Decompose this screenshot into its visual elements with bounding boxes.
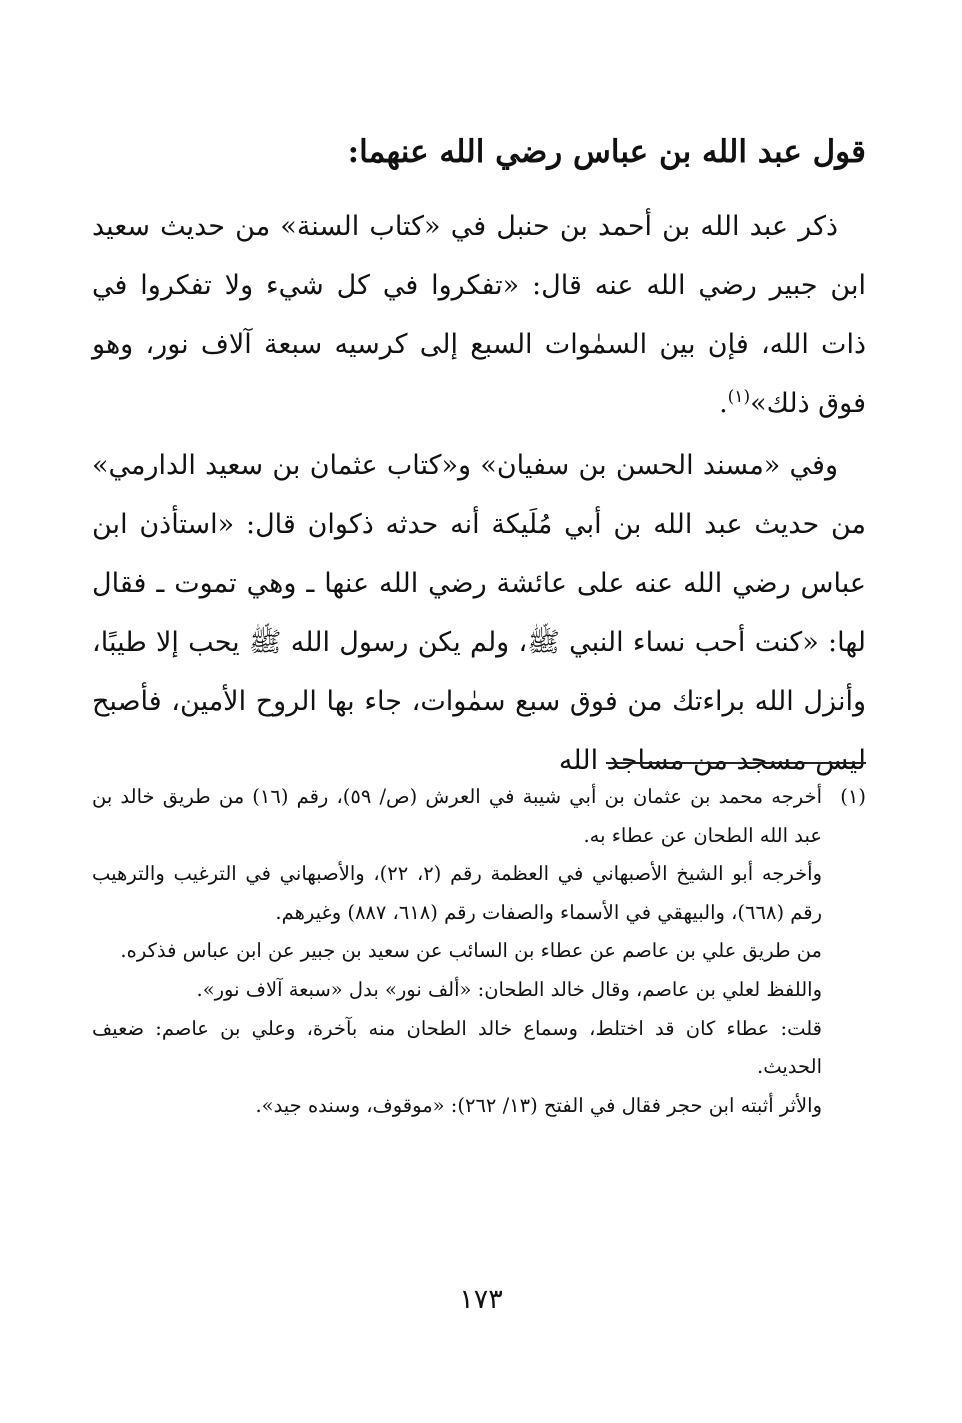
body-paragraph-2 — [92, 436, 866, 790]
footnote-line: والأثر أثبته ابن حجر فقال في الفتح (١٣/ ٢٦٢): «موقوف، وسنده جيد». — [255, 1093, 822, 1117]
footnote-separator — [606, 762, 866, 764]
footnote-reference[interactable]: (١) — [727, 387, 751, 407]
footnote-text: أخرجه محمد بن عثمان بن أبي شيبة في العرش (ص/ ٥٩)، رقم (١٦) من طريق خالد بن عبد الله الطحان عن عطاء به. — [92, 785, 823, 847]
footnote-line: من طريق علي بن عاصم عن عطاء بن السائب عن سعيد بن جبير عن ابن عباس فذكره. — [120, 939, 822, 963]
body-paragraph-1 — [92, 197, 866, 433]
paragraph-1-tail: . — [719, 388, 728, 419]
footnotes-section — [92, 778, 866, 1125]
paragraph-2-text: وفي «مسند الحسن بن سفيان» و«كتاب عثمان بن سعيد الدارمي» من حديث عبد الله بن أبي مُلَيكة أنه حدثه ذكوان قال: «استأذن ابن عباس رضي الله عنه على عائشة رضي الله عنها ـ وهي تموت ـ فقال لها: «كنت أحب نساء النبي ﷺ، ولم يكن رسول الله ﷺ يحب إلا طيبًا، وأنزل الله براءتك من فوق سبع سمٰوات، جاء بها الروح الأمين، فأصبح ليس مسجد من مساجد الله — [92, 450, 866, 776]
footnote-line: واللفظ لعلي بن عاصم، وقال خالد الطحان: «ألف نور» بدل «سبعة آلاف نور». — [196, 977, 822, 1001]
page-number: ١٧٣ — [459, 1284, 503, 1315]
footnote-entry — [92, 778, 866, 855]
footnote-line: وأخرجه أبو الشيخ الأصبهاني في العظمة رقم (٢، ٢٢)، والأصبهاني في الترغيب والترهيب رقم (٦٦٨)، والبيهقي في الأسماء والصفات رقم (٦١٨، ٨٨٧) وغيرهم. — [92, 862, 823, 924]
footnote-line: قلت: عطاء كان قد اختلط، وسماع خالد الطحان منه بآخرة، وعلي بن عاصم: ضعيف الحديث. — [92, 1016, 822, 1079]
section-heading: قول عبد الله بن عباس رضي الله عنهما: — [347, 134, 866, 170]
footnote-number: (١) — [840, 785, 866, 808]
paragraph-1-text: ذكر عبد الله بن أحمد بن حنبل في «كتاب السنة» من حديث سعيد ابن جبير رضي الله عنه قال: «تفكروا في كل شيء ولا تفكروا في ذات الله، فإن بين السمٰوات السبع إلى كرسيه سبعة آلاف نور، وهو فوق ذلك» — [92, 211, 866, 419]
